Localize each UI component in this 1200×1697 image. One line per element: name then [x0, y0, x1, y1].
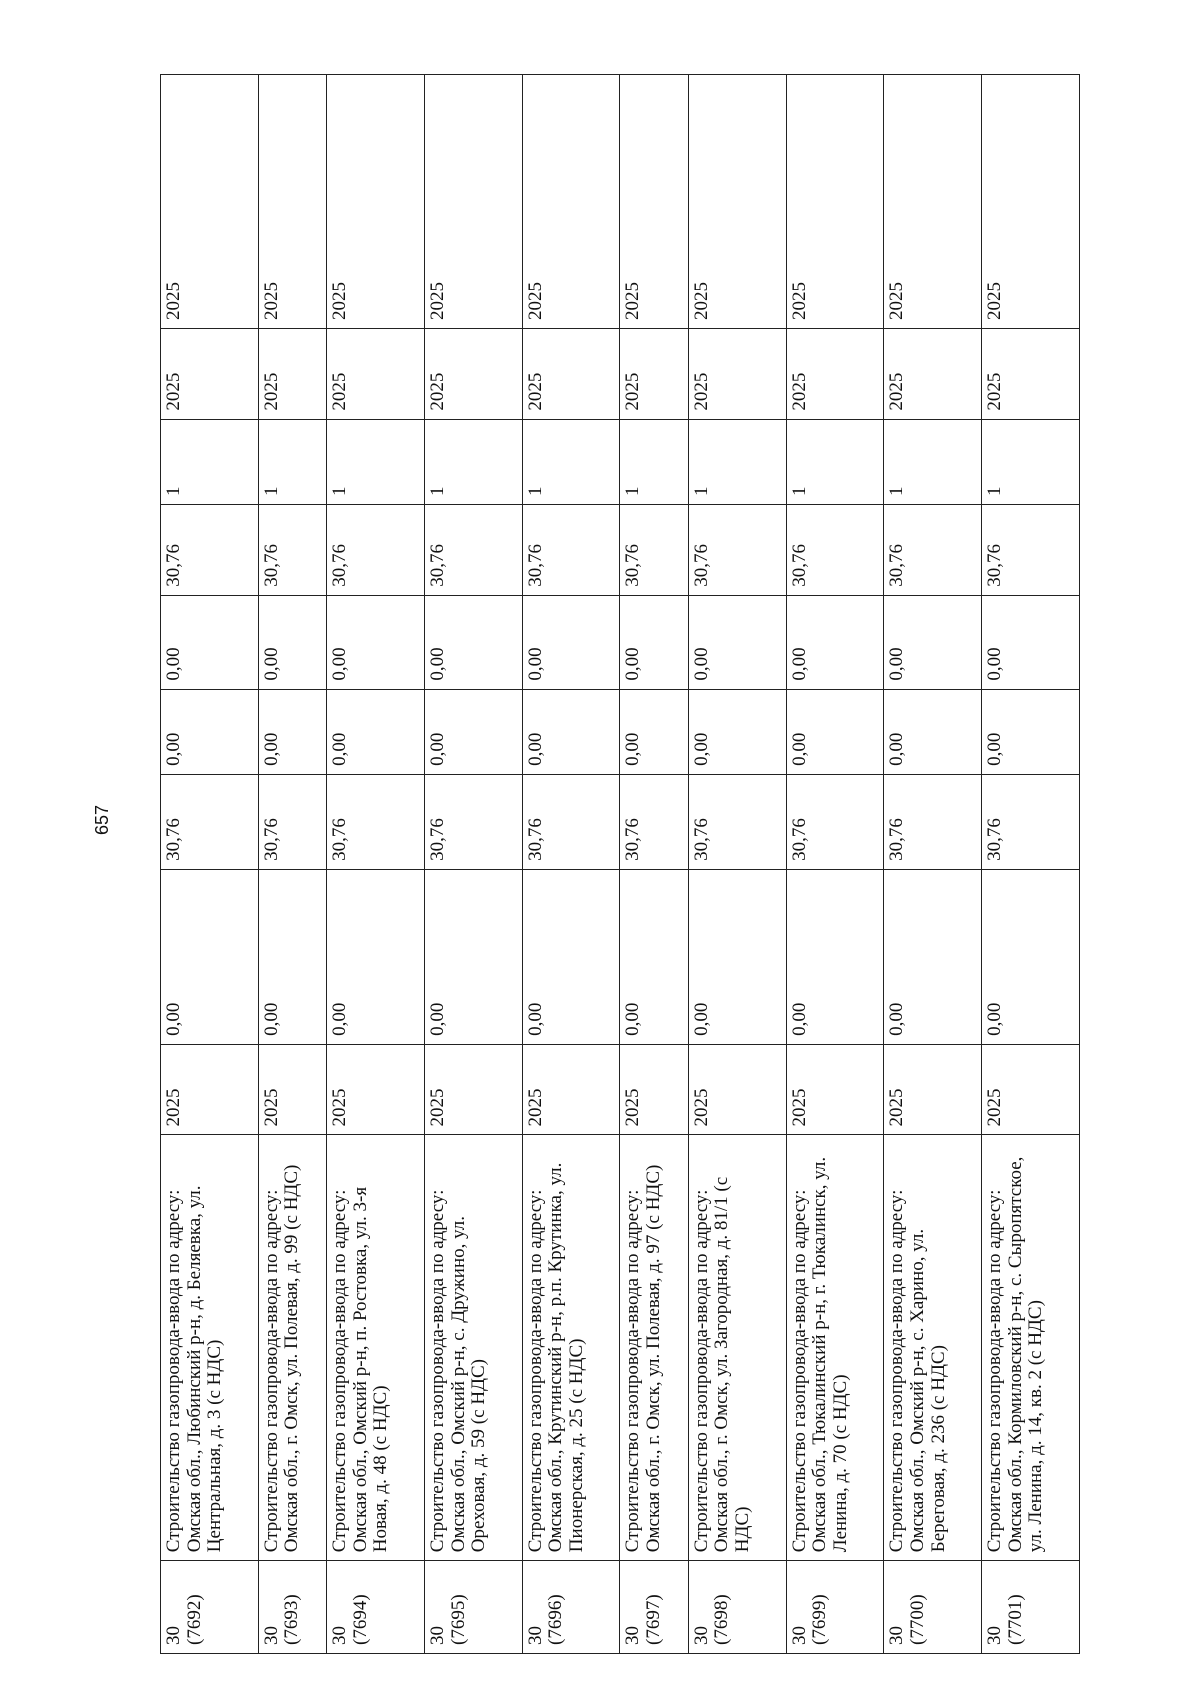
row-id-sub: (7700) — [906, 1594, 928, 1645]
row-value-e: 30,76 — [786, 505, 884, 596]
row-year-b: 2025 — [620, 75, 688, 329]
row-id-main: 30 — [329, 1626, 351, 1645]
document-table — [160, 74, 1080, 1654]
row-year-b: 2025 — [161, 75, 259, 329]
row-id-cell — [786, 1561, 884, 1654]
row-value-d: 0,00 — [982, 595, 1080, 689]
row-year-start: 2025 — [424, 1044, 522, 1135]
row-value-e: 30,76 — [620, 505, 688, 596]
row-year-a: 2025 — [786, 329, 884, 420]
row-id-cell — [522, 1561, 620, 1654]
row-value-c: 0,00 — [522, 689, 620, 774]
row-id-main: 30 — [788, 1626, 810, 1645]
row-id-sub: (7697) — [643, 1594, 664, 1645]
row-value-b: 30,76 — [884, 774, 982, 869]
row-year-start: 2025 — [620, 1044, 688, 1135]
row-id-cell — [982, 1561, 1080, 1654]
row-value-e: 30,76 — [327, 505, 425, 596]
row-year-a: 2025 — [620, 329, 688, 420]
row-value-d: 0,00 — [327, 595, 425, 689]
row-count: 1 — [161, 419, 259, 504]
row-value-b: 30,76 — [522, 774, 620, 869]
row-description: Строительство газопровода-ввода по адресу: Омская обл., Омский р-н, с. Дружино, ул. Ореховая, д. 59 (с НДС) — [424, 1135, 522, 1561]
table-body — [161, 75, 1080, 1654]
row-value-a: 0,00 — [688, 869, 786, 1044]
row-value-d: 0,00 — [620, 595, 688, 689]
row-description: Строительство газопровода-ввода по адресу: Омская обл., Омский р-н, п. Ростовка, ул. 3-я Новая, д. 48 (с НДС) — [327, 1135, 425, 1561]
row-year-b: 2025 — [424, 75, 522, 329]
row-year-a: 2025 — [884, 329, 982, 420]
row-id-main: 30 — [524, 1626, 546, 1645]
row-year-a: 2025 — [161, 329, 259, 420]
row-year-start: 2025 — [161, 1044, 259, 1135]
row-year-start: 2025 — [688, 1044, 786, 1135]
row-value-d: 0,00 — [786, 595, 884, 689]
row-id-main: 30 — [984, 1626, 1006, 1645]
row-value-c: 0,00 — [982, 689, 1080, 774]
table-row — [884, 75, 982, 1654]
table-row — [258, 75, 326, 1654]
row-year-b: 2025 — [786, 75, 884, 329]
row-value-a: 0,00 — [161, 869, 259, 1044]
row-year-start: 2025 — [258, 1044, 326, 1135]
row-value-d: 0,00 — [424, 595, 522, 689]
row-id-sub: (7701) — [1004, 1594, 1026, 1645]
row-count: 1 — [786, 419, 884, 504]
table-row — [786, 75, 884, 1654]
row-count: 1 — [258, 419, 326, 504]
row-year-a: 2025 — [982, 329, 1080, 420]
table-row — [620, 75, 688, 1654]
row-value-a: 0,00 — [982, 869, 1080, 1044]
row-value-e: 30,76 — [884, 505, 982, 596]
row-value-b: 30,76 — [258, 774, 326, 869]
row-value-e: 30,76 — [522, 505, 620, 596]
row-value-a: 0,00 — [327, 869, 425, 1044]
row-year-start: 2025 — [982, 1044, 1080, 1135]
row-value-a: 0,00 — [522, 869, 620, 1044]
row-count: 1 — [327, 419, 425, 504]
row-year-b: 2025 — [327, 75, 425, 329]
table-row — [982, 75, 1080, 1654]
row-value-d: 0,00 — [258, 595, 326, 689]
row-id-main: 30 — [260, 1626, 282, 1645]
row-value-b: 30,76 — [327, 774, 425, 869]
table-row — [522, 75, 620, 1654]
row-value-d: 0,00 — [161, 595, 259, 689]
row-id-cell — [884, 1561, 982, 1654]
row-year-start: 2025 — [522, 1044, 620, 1135]
row-value-e: 30,76 — [982, 505, 1080, 596]
row-description: Строительство газопровода-ввода по адресу: Омская обл., Кормиловский р-н, с. Сыропятское, ул. Ленина, д. 14, кв. 2 (с НДС) — [982, 1135, 1080, 1561]
row-id-main: 30 — [886, 1626, 908, 1645]
row-year-a: 2025 — [258, 329, 326, 420]
row-value-a: 0,00 — [424, 869, 522, 1044]
row-description: Строительство газопровода-ввода по адресу: Омская обл., г. Омск, ул. Полевая, д. 97 (с НДС) — [620, 1135, 688, 1561]
row-value-a: 0,00 — [620, 869, 688, 1044]
row-value-c: 0,00 — [620, 689, 688, 774]
row-year-b: 2025 — [258, 75, 326, 329]
row-value-c: 0,00 — [786, 689, 884, 774]
row-description: Строительство газопровода-ввода по адресу: Омская обл., Омский р-н, с. Харино, ул. Береговая, д. 236 (с НДС) — [884, 1135, 982, 1561]
row-id-main: 30 — [163, 1626, 184, 1645]
row-year-a: 2025 — [424, 329, 522, 420]
table-row — [327, 75, 425, 1654]
row-year-a: 2025 — [522, 329, 620, 420]
row-year-b: 2025 — [884, 75, 982, 329]
table-frame — [160, 74, 1080, 1654]
row-id-cell — [258, 1561, 326, 1654]
row-count: 1 — [884, 419, 982, 504]
row-year-start: 2025 — [786, 1044, 884, 1135]
row-id-sub: (7696) — [545, 1594, 567, 1645]
row-value-a: 0,00 — [786, 869, 884, 1044]
row-id-cell — [620, 1561, 688, 1654]
row-id-cell — [424, 1561, 522, 1654]
row-value-b: 30,76 — [161, 774, 259, 869]
row-value-e: 30,76 — [258, 505, 326, 596]
row-count: 1 — [982, 419, 1080, 504]
row-id-sub: (7692) — [183, 1594, 205, 1645]
table-row — [161, 75, 259, 1654]
row-value-e: 30,76 — [688, 505, 786, 596]
row-year-b: 2025 — [982, 75, 1080, 329]
row-description: Строительство газопровода-ввода по адресу: Омская обл., Крутинский р-н, р.п. Крутинка, ул. Пионерская, д. 25 (с НДС) — [522, 1135, 620, 1561]
row-id-cell — [161, 1561, 259, 1654]
row-id-main: 30 — [426, 1626, 448, 1645]
row-count: 1 — [522, 419, 620, 504]
row-id-sub: (7699) — [809, 1594, 831, 1645]
row-id-cell — [688, 1561, 786, 1654]
row-id-sub: (7694) — [349, 1594, 371, 1645]
row-description: Строительство газопровода-ввода по адресу: Омская обл., Тюкалинский р-н, г. Тюкалинск, ул. Ленина, д. 70 (с НДС) — [786, 1135, 884, 1561]
row-description: Строительство газопровода-ввода по адресу: Омская обл., Любинский р-н, д. Беляевка, ул. Центральная, д. 3 (с НДС) — [161, 1135, 259, 1561]
row-year-b: 2025 — [688, 75, 786, 329]
row-id-sub: (7698) — [711, 1594, 733, 1645]
row-value-b: 30,76 — [620, 774, 688, 869]
row-id-sub: (7693) — [281, 1594, 303, 1645]
row-value-c: 0,00 — [688, 689, 786, 774]
row-value-a: 0,00 — [884, 869, 982, 1044]
row-value-d: 0,00 — [884, 595, 982, 689]
row-id-main: 30 — [690, 1626, 712, 1645]
row-description: Строительство газопровода-ввода по адресу: Омская обл., г. Омск, ул. Полевая, д. 99 (с НДС) — [258, 1135, 326, 1561]
rotated-table-container — [160, 74, 1080, 1654]
table-row — [424, 75, 522, 1654]
row-count: 1 — [620, 419, 688, 504]
row-value-d: 0,00 — [688, 595, 786, 689]
row-id-sub: (7695) — [447, 1594, 469, 1645]
row-description: Строительство газопровода-ввода по адресу: Омская обл., г. Омск, ул. Загородная, д. 81/1 (с НДС) — [688, 1135, 786, 1561]
table-row — [688, 75, 786, 1654]
row-value-b: 30,76 — [424, 774, 522, 869]
row-value-c: 0,00 — [424, 689, 522, 774]
row-year-b: 2025 — [522, 75, 620, 329]
row-id-main: 30 — [622, 1626, 644, 1645]
row-value-e: 30,76 — [424, 505, 522, 596]
row-year-start: 2025 — [884, 1044, 982, 1135]
row-value-b: 30,76 — [786, 774, 884, 869]
row-value-c: 0,00 — [884, 689, 982, 774]
row-value-e: 30,76 — [161, 505, 259, 596]
page-number: 657 — [92, 804, 112, 836]
row-value-d: 0,00 — [522, 595, 620, 689]
row-value-b: 30,76 — [688, 774, 786, 869]
row-value-c: 0,00 — [327, 689, 425, 774]
row-value-a: 0,00 — [258, 869, 326, 1044]
row-value-c: 0,00 — [258, 689, 326, 774]
row-count: 1 — [688, 419, 786, 504]
row-id-cell — [327, 1561, 425, 1654]
row-value-c: 0,00 — [161, 689, 259, 774]
row-year-start: 2025 — [327, 1044, 425, 1135]
row-year-a: 2025 — [688, 329, 786, 420]
row-year-a: 2025 — [327, 329, 425, 420]
row-value-b: 30,76 — [982, 774, 1080, 869]
row-count: 1 — [424, 419, 522, 504]
